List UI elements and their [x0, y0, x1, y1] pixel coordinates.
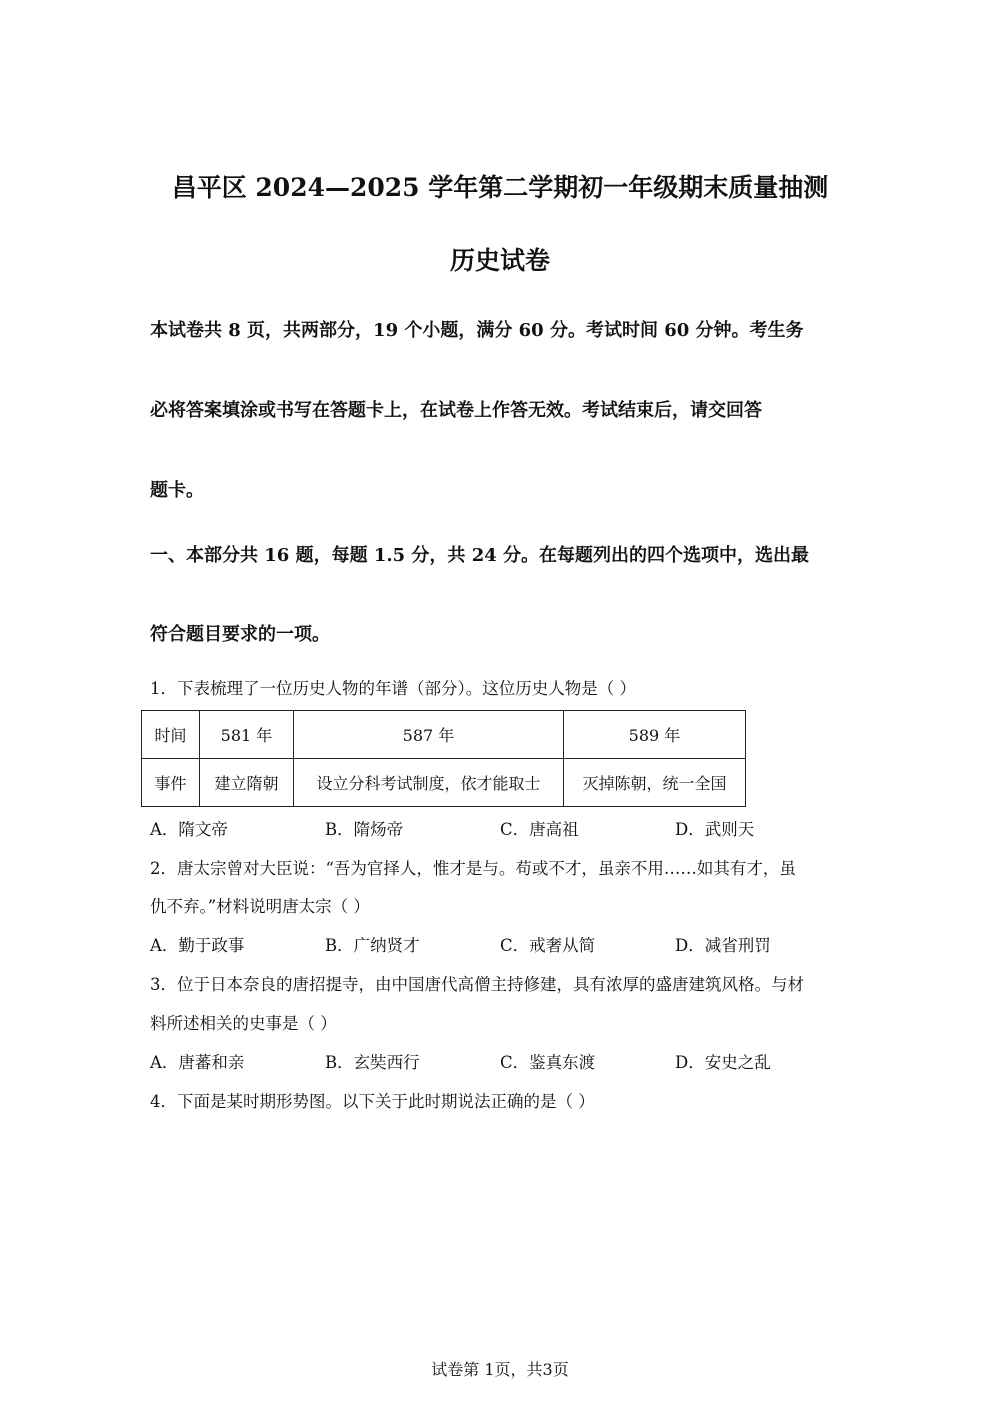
- question-3-option-c: C．鉴真东渡: [500, 1053, 596, 1072]
- question-3-option-a: A．唐蕃和亲: [150, 1053, 245, 1072]
- question-2-option-a: A．勤于政事: [150, 936, 245, 955]
- question-1-option-c: C．唐高祖: [500, 820, 579, 839]
- instructions-line-1: 本试卷共 8 页，共两部分，19 个小题，满分 60 分。考试时间 60 分钟。考生务: [150, 320, 804, 341]
- question-3-stem-line-1: 3．位于日本奈良的唐招提寺，由中国唐代高僧主持修建，具有浓厚的盛唐建筑风格。与材: [150, 975, 804, 994]
- table-cell: 建立隋朝: [200, 759, 294, 807]
- table-row: [142, 711, 746, 759]
- question-3-stem-line-2: 料所述相关的史事是（ ）: [150, 1014, 337, 1033]
- question-1-stem: 1．下表梳理了一位历史人物的年谱（部分）。这位历史人物是（ ）: [150, 679, 636, 698]
- section-heading-line-1: 一、本部分共 16 题，每题 1.5 分，共 24 分。在每题列出的四个选项中，选出最: [150, 545, 810, 566]
- question-3-option-b: B．玄奘西行: [325, 1053, 420, 1072]
- question-1-option-b: B．隋炀帝: [325, 820, 404, 839]
- table-cell: 587 年: [294, 711, 564, 759]
- question-2-stem-line-2: 仇不弃。”材料说明唐太宗（ ）: [150, 897, 370, 916]
- table-cell: 时间: [142, 711, 200, 759]
- question-2-option-c: C．戒奢从简: [500, 936, 596, 955]
- question-2-option-d: D．减省刑罚: [675, 936, 771, 955]
- exam-title: 昌平区 2024—2025 学年第二学期初一年级期末质量抽测: [171, 173, 829, 202]
- page-footer: 试卷第 1页，共3页: [431, 1360, 569, 1379]
- table-row: [142, 759, 746, 807]
- question-1-option-a: A．隋文帝: [150, 820, 228, 839]
- table-cell: 设立分科考试制度，依才能取士: [294, 759, 564, 807]
- instructions-line-2: 必将答案填涂或书写在答题卡上，在试卷上作答无效。考试结束后，请交回答: [150, 400, 762, 421]
- question-1-option-d: D．武则天: [675, 820, 755, 839]
- question-2-stem-line-1: 2．唐太宗曾对大臣说：“吾为官择人，惟才是与。苟或不才，虽亲不用……如其有才，虽: [150, 859, 796, 878]
- table-cell: 581 年: [200, 711, 294, 759]
- table-cell: 589 年: [564, 711, 746, 759]
- table-cell: 事件: [142, 759, 200, 807]
- table-cell: 灭掉陈朝，统一全国: [564, 759, 746, 807]
- question-3-option-d: D．安史之乱: [675, 1053, 771, 1072]
- question-1-table: [141, 710, 746, 807]
- question-2-option-b: B．广纳贤才: [325, 936, 420, 955]
- section-heading-line-2: 符合题目要求的一项。: [150, 624, 330, 645]
- exam-subtitle: 历史试卷: [449, 246, 550, 275]
- instructions-line-3: 题卡。: [150, 480, 204, 501]
- question-4-stem: 4．下面是某时期形势图。以下关于此时期说法正确的是（ ）: [150, 1092, 595, 1111]
